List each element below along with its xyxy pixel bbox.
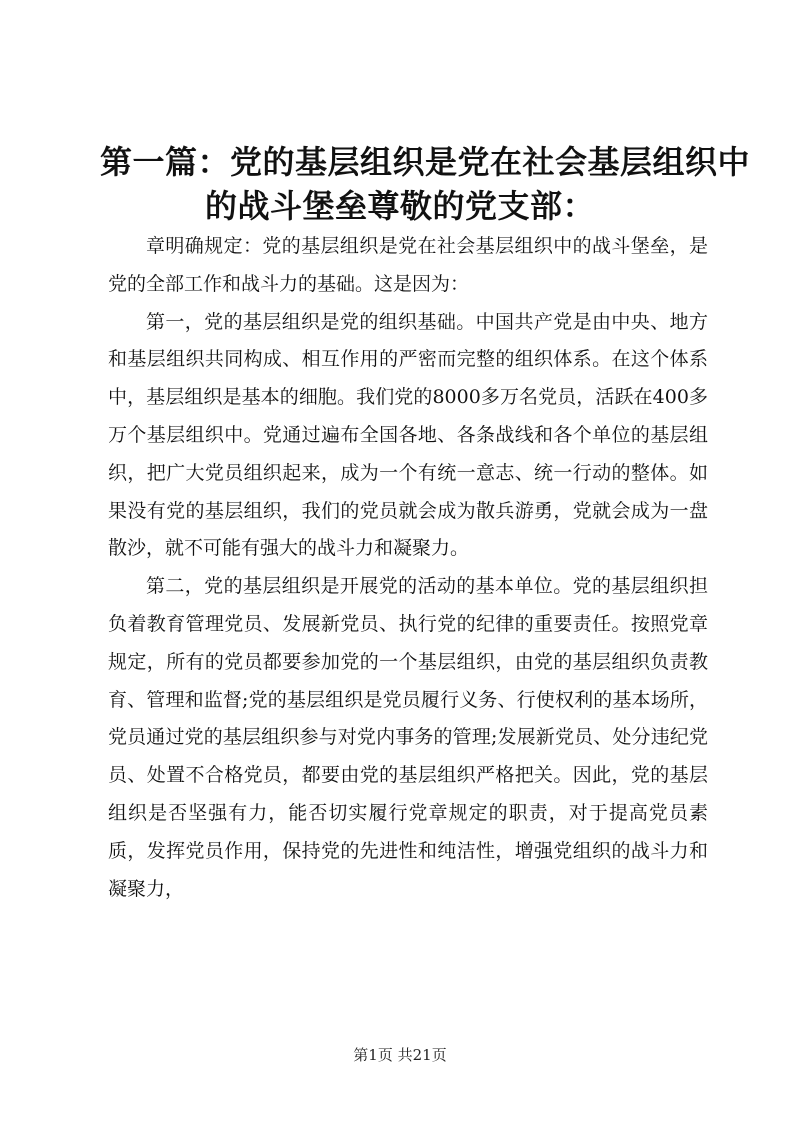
title-line-1: 第一篇：党的基层组织是党在社会基层组织中	[100, 143, 751, 181]
paragraph-second-point: 第二，党的基层组织是开展党的活动的基本单位。党的基层组织担负着教育管理党员、发展新党员、执行党的纪律的重要责任。按照党章规定，所有的党员都要参加党的一个基层组织，由党的基层组织负责教育、管理和监督;党的基层组织是党员履行义务、行使权利的基本场所，党员通过党的基层组织参与对党内事务的管理;发展新党员、处分违纪党员、处置不合格党员，都要由党的基层组织严格把关。因此，党的基层组织是否坚强有力，能否切实履行党章规定的职责，对于提高党员素质，发挥党员作用，保持党的先进性和纯洁性，增强党组织的战斗力和凝聚力，	[108, 575, 708, 900]
document-title	[100, 140, 751, 228]
document-body	[108, 228, 708, 908]
title-line-2: 的战斗堡垒尊敬的党支部：	[204, 187, 595, 225]
page-number-footer: 第1页 共21页	[353, 1046, 447, 1064]
paragraph-first-point: 第一，党的基层组织是党的组织基础。中国共产党是由中央、地方和基层组织共同构成、相互作用的严密而完整的组织体系。在这个体系中，基层组织是基本的细胞。我们党的8000多万名党员，活跃在400多万个基层组织中。党通过遍布全国各地、各条战线和各个单位的基层组织，把广大党员组织起来，成为一个有统一意志、统一行动的整体。如果没有党的基层组织，我们的党员就会成为散兵游勇，党就会成为一盘散沙，就不可能有强大的战斗力和凝聚力。	[108, 310, 708, 560]
paragraph-intro: 章明确规定：党的基层组织是党在社会基层组织中的战斗堡垒，是党的全部工作和战斗力的基础。这是因为：	[108, 235, 708, 295]
